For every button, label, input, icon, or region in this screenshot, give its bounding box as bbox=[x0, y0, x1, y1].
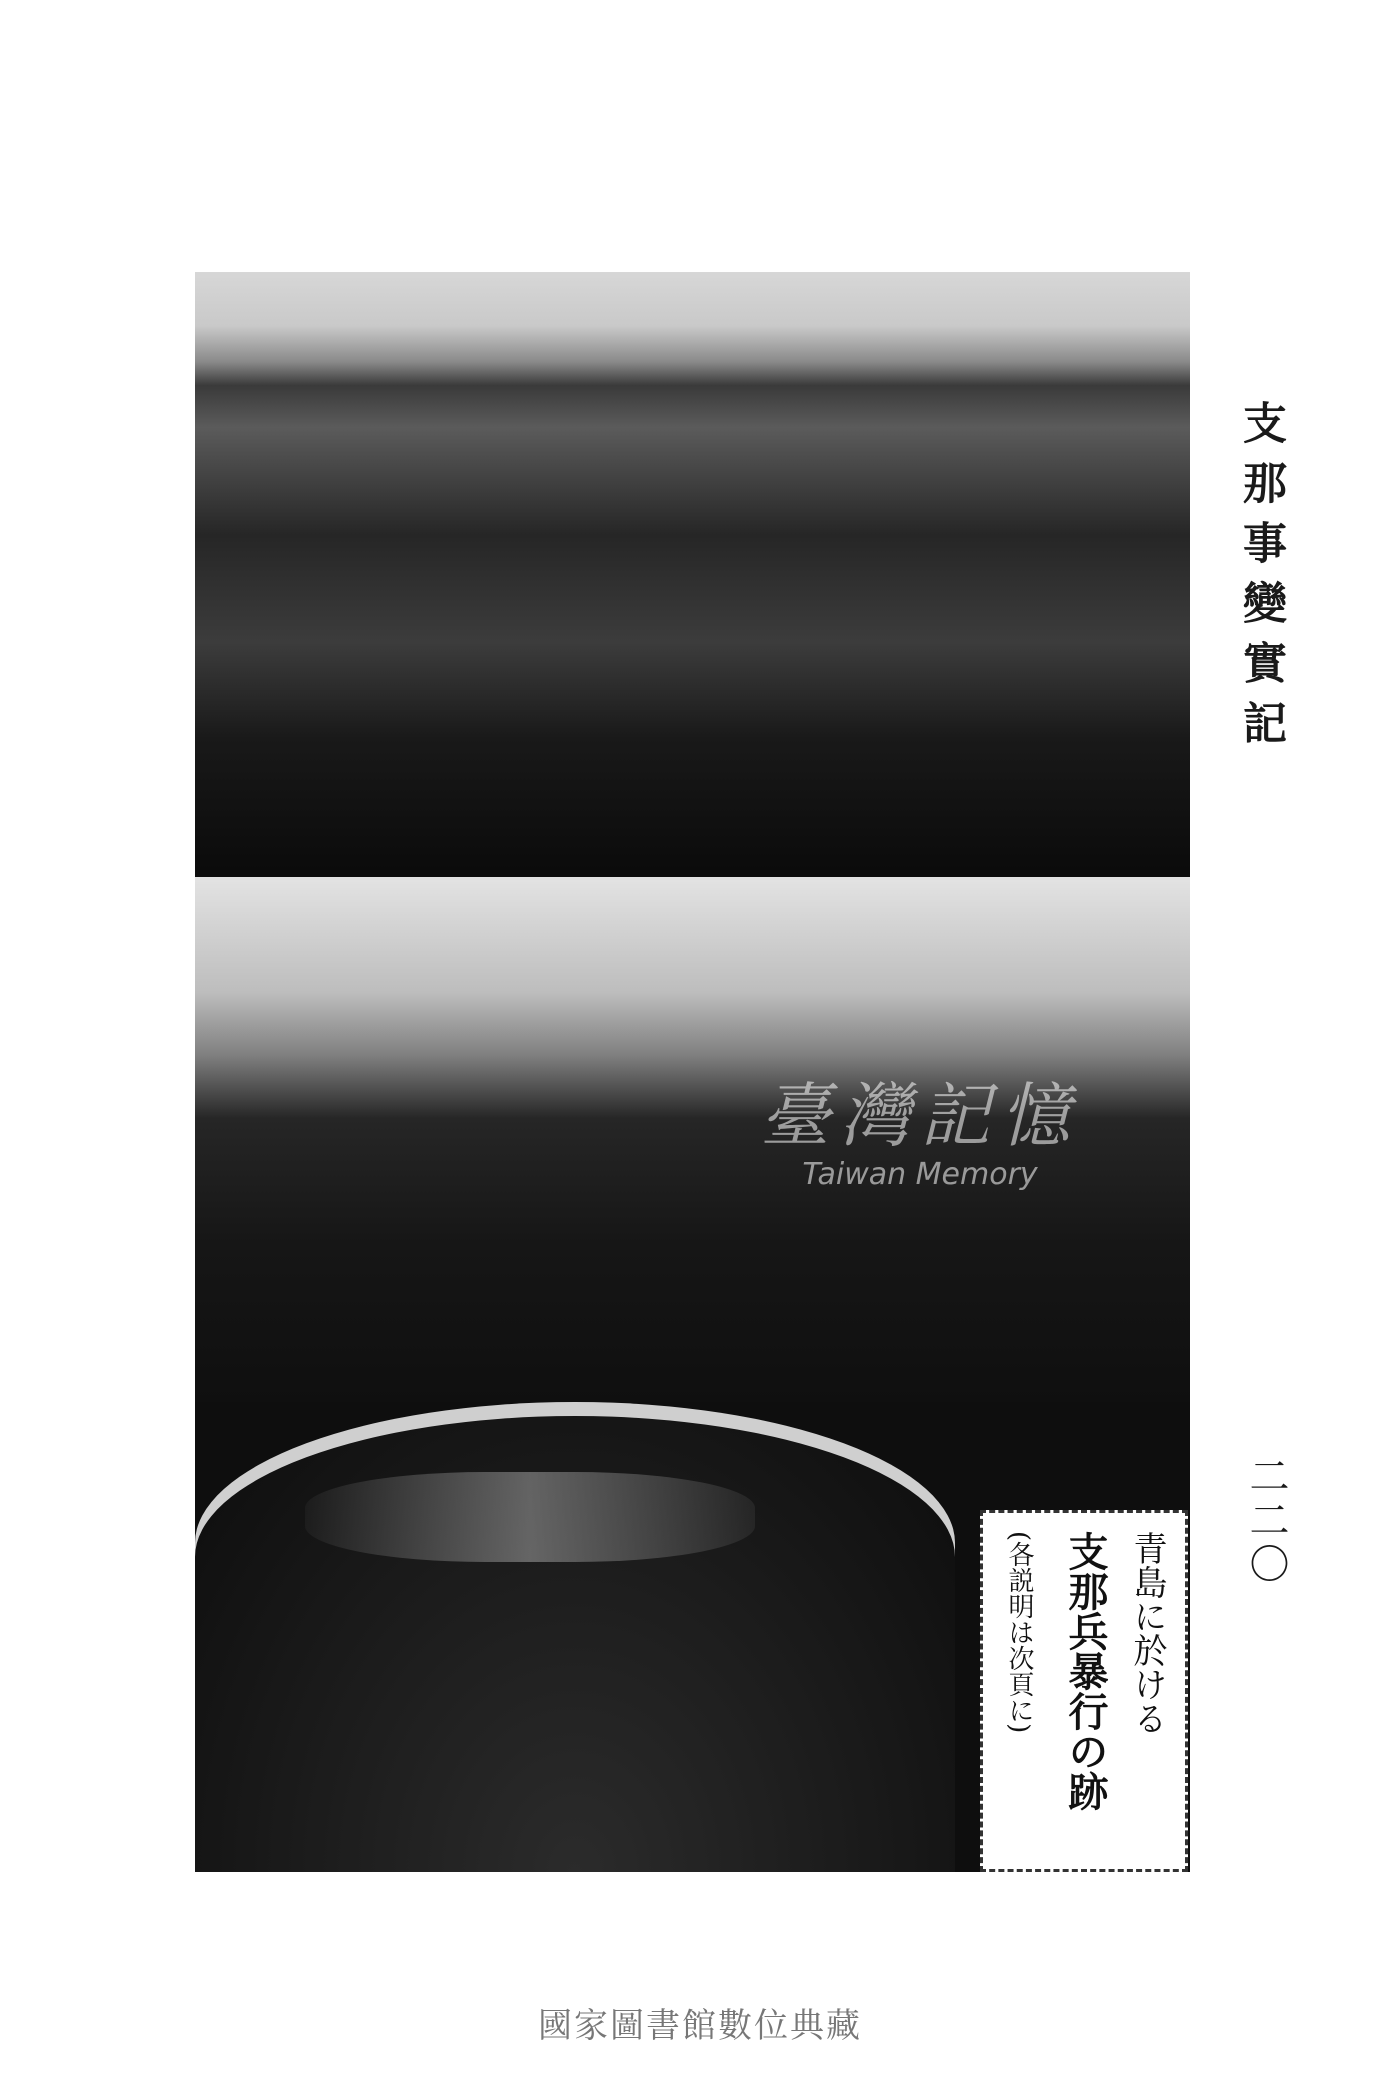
photo-bottom-highlight bbox=[305, 1472, 755, 1562]
photo-top-image bbox=[195, 272, 1190, 870]
watermark-latin-text: Taiwan Memory bbox=[802, 1157, 1038, 1192]
caption-line-note: (各説明は次頁に) bbox=[1004, 1531, 1034, 1734]
caption-line-title: 支那兵暴行の跡 bbox=[1062, 1531, 1109, 1811]
watermark-cjk-text: 臺灣記憶 bbox=[760, 1075, 1080, 1157]
footer-text: 國家圖書館數位典藏 bbox=[538, 2006, 862, 2046]
running-head: 支那事變實記 bbox=[1235, 400, 1286, 760]
caption-box bbox=[980, 1510, 1188, 1872]
page-number: 二二〇 bbox=[1243, 1455, 1289, 1587]
watermark bbox=[700, 1060, 1140, 1192]
caption-line-location: 青島に於ける bbox=[1127, 1531, 1167, 1735]
